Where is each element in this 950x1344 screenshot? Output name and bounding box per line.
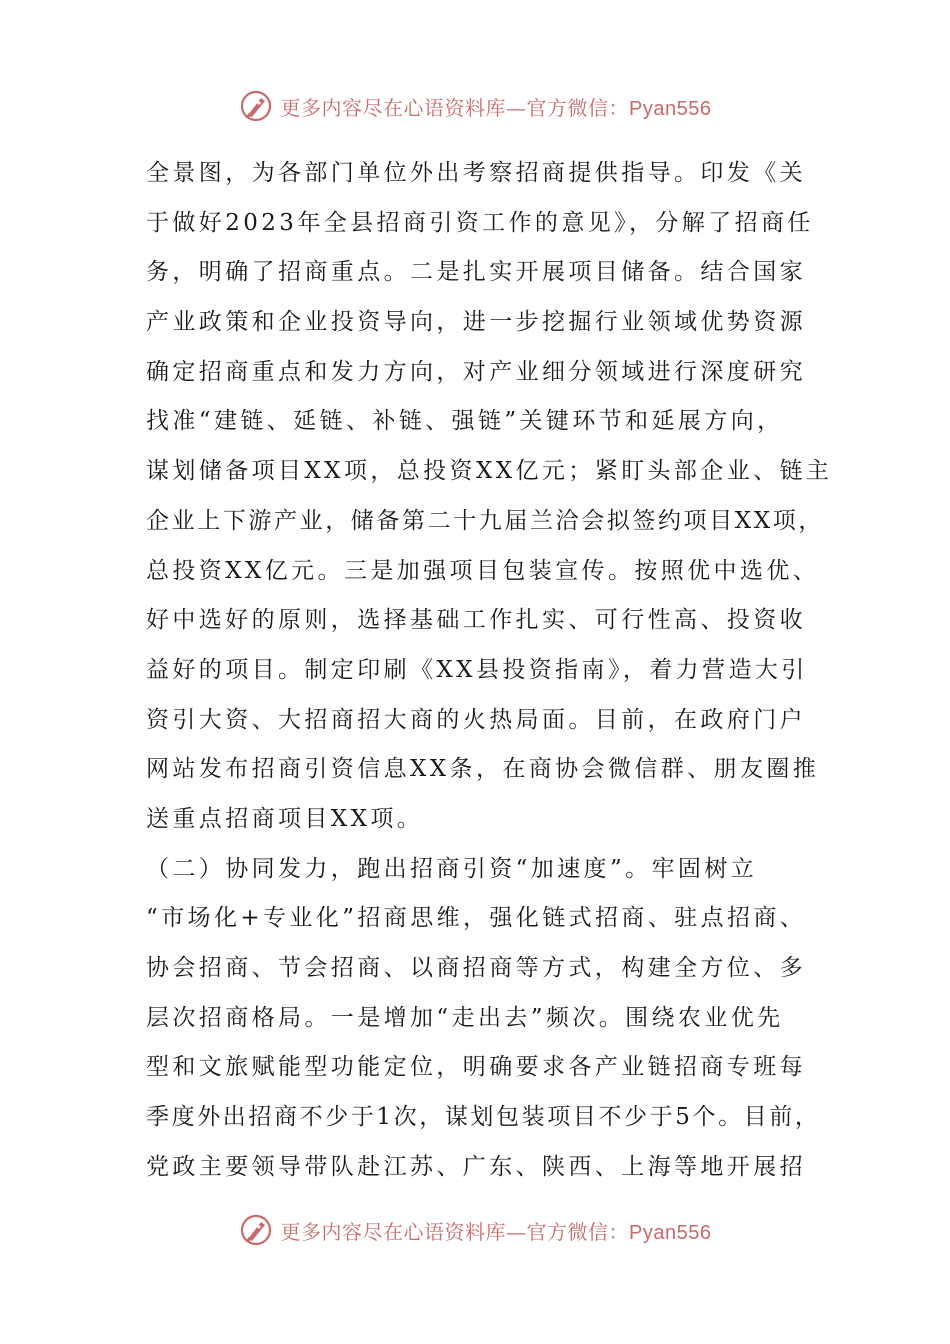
text-line: “市场化+专业化”招商思维，强化链式招商、驻点招商、	[146, 905, 807, 932]
text-line: 资引大资、大招商招大商的火热局面。目前，在政府门户	[146, 706, 806, 733]
text-line: 党政主要领导带队赴江苏、广东、陕西、上海等地开展招	[146, 1153, 806, 1180]
section-heading-line: （二）协同发力，跑出招商引资“加速度”。牢固树立	[146, 855, 758, 882]
text-line: 季度外出招商不少于1次，谋划包装项目不少于5个。目前，	[146, 1104, 821, 1131]
pen-nib-logo-icon	[239, 89, 273, 123]
text-line: 协会招商、节会招商、以商招商等方式，构建全方位、多	[146, 955, 806, 981]
text-line: 于做好2023年全县招商引资工作的意见》，分解了招商任	[146, 209, 814, 236]
text-line: 务，明确了招商重点。二是扎实开展项目储备。结合国家	[146, 259, 806, 286]
header-watermark	[0, 84, 950, 128]
document-body	[146, 149, 836, 1192]
text-line: 企业上下游产业，储备第二十九届兰洽会拟签约项目XX项，	[146, 507, 824, 534]
watermark-id: Pyan556	[629, 1221, 712, 1244]
watermark-id: Pyan556	[629, 97, 712, 120]
text-line: 谋划储备项目XX项，总投资XX亿元；紧盯头部企业、链主	[146, 458, 833, 485]
text-line: 型和文旅赋能型功能定位，明确要求各产业链招商专班每	[146, 1054, 806, 1081]
text-line: 网站发布招商引资信息XX条，在商协会微信群、朋友圈推	[146, 756, 820, 783]
text-line: 送重点招商项目XX项。	[146, 805, 424, 832]
text-line: 好中选好的原则，选择基础工作扎实、可行性高、投资收	[146, 607, 806, 634]
text-line: 全景图，为各部门单位外出考察招商提供指导。印发《关	[146, 160, 806, 186]
footer-watermark	[0, 1208, 950, 1252]
text-line: 总投资XX亿元。三是加强项目包装宣传。按照优中选优、	[146, 557, 820, 584]
watermark-text: 更多内容尽在心语资料库—官方微信：Pyan556	[280, 95, 712, 120]
text-line: 找准“建链、延链、补链、强链”关键环节和延展方向，	[146, 408, 784, 435]
pen-nib-logo-icon	[239, 1213, 273, 1247]
text-line: 层次招商格局。一是增加“走出去”频次。围绕农业优先	[146, 1004, 784, 1031]
text-line: 产业政策和企业投资导向，进一步挖掘行业领域优势资源	[146, 309, 806, 336]
text-line: 益好的项目。制定印刷《XX县投资指南》，着力营造大引	[146, 656, 808, 683]
watermark-text: 更多内容尽在心语资料库—官方微信：Pyan556	[280, 1219, 712, 1244]
text-line: 确定招商重点和发力方向，对产业细分领域进行深度研究	[146, 358, 806, 385]
